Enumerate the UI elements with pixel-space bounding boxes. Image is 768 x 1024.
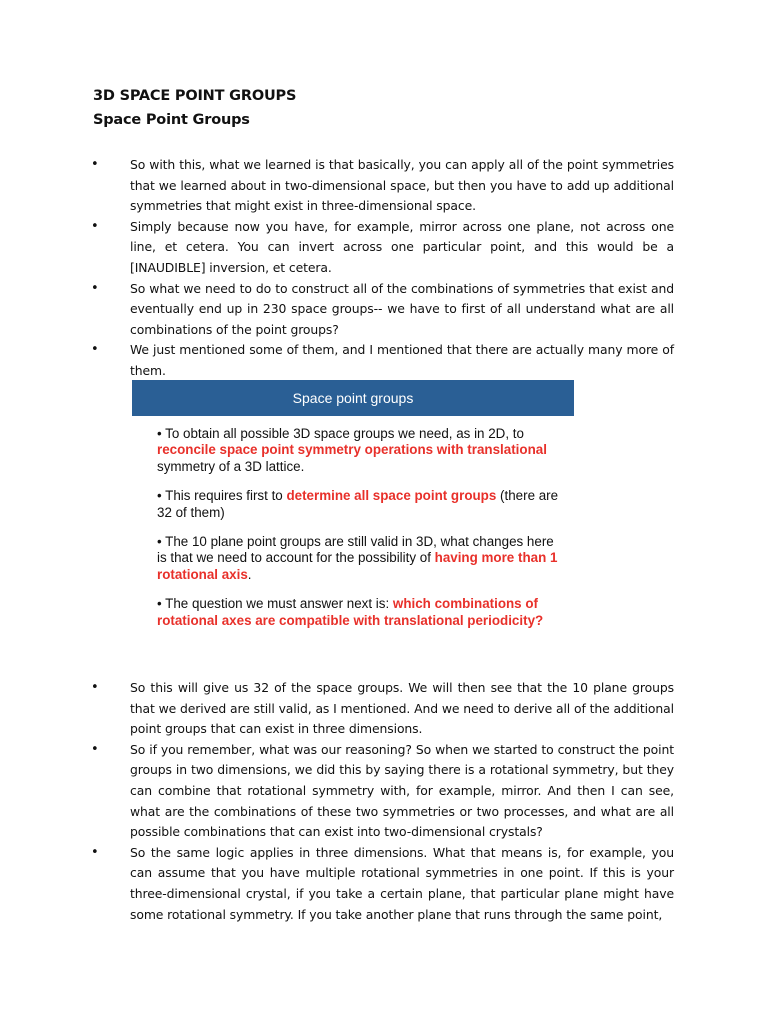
bullet-icon: • [91, 844, 99, 860]
document-title: 3D SPACE POINT GROUPS [93, 88, 297, 104]
slide-paragraph [157, 534, 567, 583]
slide-figure [132, 380, 574, 660]
bullet-icon: • [91, 741, 99, 757]
slide-text: • This requires first to [157, 488, 287, 504]
list-item [0, 843, 768, 925]
list-item-text: So the same logic applies in three dimensions. What that means is, for example, you can assume that you have multiple rotational symmetries in one point. If this is your three-dimensional crystal, if you take a certain plane, that particular plane might have some rotational symmetry. If you take another plane that runs through the same point, [130, 844, 674, 922]
list-item-text: So this will give us 32 of the space groups. We will then see that the 10 plane groups that we derived are still valid, as I mentioned. And we need to derive all of the additional point groups that can exist in three dimensions. [130, 680, 674, 737]
slide-title: Space point groups [132, 380, 574, 416]
bullet-icon: • [91, 280, 99, 296]
list-item [0, 340, 768, 381]
list-item [0, 678, 768, 740]
slide-text: . [247, 566, 252, 582]
slide-paragraph [157, 488, 567, 521]
slide-highlight: which combinations of rotational axes are compatible with translational periodicity? [157, 596, 544, 628]
slide-paragraph [157, 596, 567, 629]
list-item-text: Simply because now you have, for example, mirror across one plane, not across one line, et cetera. You can invert across one particular point, and this would be a [INAUDIBLE] inversion, et cetera. [130, 218, 674, 275]
slide-highlight: reconcile space point symmetry operations with translational [157, 442, 547, 458]
section-heading: Space Point Groups [93, 112, 250, 128]
list-item-text: So with this, what we learned is that basically, you can apply all of the point symmetries that we learned about in two-dimensional space, but then you have to add up additional symmetries that might exist in three-dimensional space. [130, 157, 674, 214]
bullet-icon: • [91, 218, 99, 234]
bullet-list-top [0, 155, 768, 382]
slide-text: • To obtain all possible 3D space groups we need, as in 2D, to [157, 426, 524, 441]
bullet-icon: • [91, 680, 99, 695]
list-item [0, 740, 768, 843]
slide-text: (there are 32 of them) [157, 488, 559, 520]
list-item-text: So what we need to do to construct all of the combinations of symmetries that exist and eventually end up in 230 space groups-- we have to first of all understand what are all combinations of the point groups? [130, 280, 674, 337]
slide-text: • The 10 plane point groups are still valid in 3D, what changes here is that we need to account for the possibility of [157, 534, 554, 566]
list-item [0, 155, 768, 217]
list-item-text: We just mentioned some of them, and I mentioned that there are actually many more of them. [130, 342, 674, 378]
slide-text: symmetry of a 3D lattice. [157, 458, 305, 474]
list-item-text: So if you remember, what was our reasoning? So when we started to construct the point groups in two dimensions, we did this by saying there is a rotational symmetry, but they can combine that rotational symmetry with, for example, mirror. And then I can see, what are the combinations of these two symmetries or two processes, and what are all possible combinations that can exist into two-dimensional crystals? [130, 741, 674, 840]
bullet-icon: • [91, 157, 99, 172]
slide-text: • The question we must answer next is: [157, 596, 393, 612]
bullet-icon: • [91, 342, 99, 358]
slide-highlight: determine all space point groups [286, 488, 497, 504]
list-item [0, 217, 768, 279]
list-item [0, 279, 768, 341]
slide-paragraph [157, 426, 567, 475]
bullet-list-bottom [0, 678, 768, 925]
slide-body [157, 426, 567, 642]
slide-highlight: having more than 1 rotational axis [157, 550, 558, 582]
